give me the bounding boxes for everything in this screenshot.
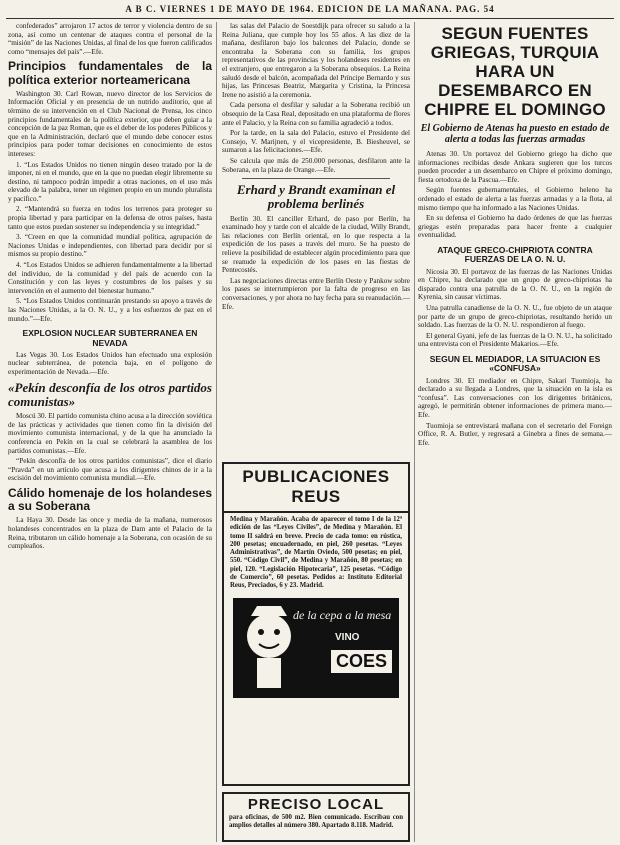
coes-wine-ad <box>233 598 399 698</box>
headline-mediador: SEGUN EL MEDIADOR, LA SITUACION ES «CONFUSA» <box>429 353 601 374</box>
ad-title: PRECISO LOCAL <box>247 796 385 813</box>
article-text: Una patrulla canadiense de la O. N. U., fue objeto de un ataque por parte de un grupo de greco-chipriotas, resultando herido un soldado. Las fuerzas de la O. N. U. respondieron al fuego. <box>418 304 612 330</box>
headline-chipre: SEGUN FUENTES GRIEGAS, TURQUIA HARA UN DESEMBARCO EN CHIPRE EL DOMINGO <box>424 24 606 119</box>
ad-title: PUBLICACIONES REUS <box>224 464 408 513</box>
article-text: Se calcula que más de 250.000 personas, desfilaron ante la Soberana, en la plaza de Orange.—Efe. <box>222 156 410 174</box>
column-divider <box>216 22 217 842</box>
ad-body: Medina y Marañón. Acaba de aparecer el tomo I de la 12ª edición de las “Leyes Civiles”, de Medina y Marañón. El tomo II saldrá en breve. Precio de cada tomo: en rústica, 200 pesetas; encuadernado, en piel, 260 pesetas. “Leyes Administrativas”, de Martín Oviedo, 500 pesetas; en piel, 550. “Código Civil”, de Medina y Marañón, 80 pesetas; en piel, 120. “Legislación Hipotecaria”, 125 pesetas. “Código de Comercio”, 60 pesetas. Pedidos a: Instituto Editorial Reus, Preciados, 6 y 23. Madrid. <box>230 516 402 590</box>
column-left <box>8 22 212 842</box>
article-text: Según fuentes gubernamentales, el Gobierno heleno ha ordenado el estado de alerta a las fuerzas armadas y a la flota, al mismo tiempo que ha informado a las Naciones Unidas. <box>418 186 612 212</box>
article-text: Nicosia 30. El portavoz de las fuerzas de las Naciones Unidas en Chipre, ha declarado que un grupo de greco-chipriotas ha disparado contra una patrulla de la O. N. U., en la región de Kyrenia, sin causar víctimas. <box>418 267 612 302</box>
section-divider <box>242 178 390 179</box>
headline-homenaje: Cálido homenaje de los holandeses a su Soberana <box>8 486 212 514</box>
article-text: Cada persona el desfilar y saludar a la Soberana recibió un obsequio de la Casa Real, depositado en una plataforma de flores ante el Palacio, y la Reina con su familia agradeció a todos. <box>222 101 410 127</box>
headline-politica-exterior: Principios fundamentales de la política exterior norteamericana <box>8 59 212 87</box>
headline-explosion-nuclear: EXPLOSION NUCLEAR SUBTERRANEA EN NEVADA <box>22 328 198 348</box>
article-text: En su defensa el Gobierno ha dado órdenes de que las fuerzas griegas estén preparadas para hacer frente a cualquier eventualidad. <box>418 214 612 240</box>
ad-body: para oficinas, de 500 m2. Bien comunicado. Escribau con amplios detalles al número 380. Apartado 8.118. Madrid. <box>229 814 403 829</box>
advertisement-preciso-local <box>222 792 410 842</box>
article-text: 1. “Los Estados Unidos no tienen ningún deseo tratado por la de imponer, ni en el mundo, que en la que no puedan elegir libremente su destino, ni tampoco podrán impedir a otras naciones, en el uso más elevado de la palabra, tener un régimen propio en un mundo pluralista y pacífico.” <box>8 160 212 203</box>
headline-ataque-onu: ATAQUE GRECO-CHIPRIOTA CONTRA FUERZAS DE LA O. N. U. <box>437 244 593 265</box>
article-text: 5. “Los Estados Unidos continuarán prestando su apoyo a través de las Naciones Unidas, a la O. N. U., y a los esfuerzos de paz en el mundo.”—Efe. <box>8 297 212 323</box>
article-text: “Pekín desconfía de los otros partidos comunistas”, dice el diario “Pravda” en un artículo que acusa a los dirigentes chinos de ir a la escisión del movimiento comunista mundial.—Efe. <box>8 457 212 483</box>
ad-slogan: de la cepa a la mesa <box>293 607 392 622</box>
headline-pekin: «Pekín desconfía de los otros partidos comunistas» <box>8 379 212 409</box>
article-text: Las negociaciones directas entre Berlín Oeste y Pankow sobre los pases se interrumpieron por la falta de progreso en las conversaciones, y por ahora no hay fecha para su reanudación.—Efe. <box>222 276 410 311</box>
article-text: confederados” arrojaron 17 actos de terror y violencia dentro de su zona, así como un centenar de ataques contra el personal de la “misión” de las Naciones Unidas, al final de los que fueron calificados como “mensajes del país”.—Efe. <box>8 22 212 56</box>
page-header: A B C. VIERNES 1 DE MAYO DE 1964. EDICION DE LA MAÑANA. PAG. 54 <box>125 4 495 14</box>
headline-erhard-brandt: Erhard y Brandt examinan el problema berlinés <box>236 182 396 212</box>
article-text: Atenas 30. Un portavoz del Gobierno griego ha dicho que informaciones recibidas desde Ankara sugieren que los turcos pueden proceder a un desembarco en Chipre el próximo domingo, fiesta ortodoxa de la Pascua.—Efe. <box>418 150 612 184</box>
article-text: Las Vegas 30. Los Estados Unidos han efectuado una explosión nuclear subterránea, de potencia baja, en el polígono de experimentación de Nevada.—Efe. <box>8 350 212 377</box>
ad-brand: COES <box>331 650 392 673</box>
article-text: Tuomioja se entrevistará mañana con el secretario del Foreign Office, R. A. Butler, y regresará a Ginebra a fines de semana.—Efe. <box>418 421 612 447</box>
article-text: 2. “Mantendrá su fuerza en todos los terrenos para proteger su propia libertad y para participar en la defensa de otros países, hasta tanto que estos puedan sostener su independencia y su integridad.” <box>8 205 212 231</box>
header-rule <box>6 18 614 19</box>
article-text: Por la tarde, en la sala del Palacio, estuvo el Presidente del Consejo, V. Marijnen, y el vicepresidente, B. Biesheuvel, se sumaron a las felicitaciones.—Efe. <box>222 129 410 155</box>
article-text: 3. “Creen en que la comunidad mundial política, agrupación de Naciones Unidas e independientes, con libertad para decidir por sí mismos su propio destino.” <box>8 233 212 259</box>
subheadline-atenas: El Gobierno de Atenas ha puesto en estado de alerta a todas las fuerzas armadas <box>420 123 610 145</box>
article-text: las salas del Palacio de Soestdijk para ofrecer su saludo a la Reina Juliana, que cumple hoy los 55 años. A las diez de la mañana, desfilaron bajo los balcones del Palacio, donde se encontraba la Soberana con su familia, los grupos representativos de las provincias y los holandeses residentes en el extranjero, que entregaron a la Soberana obsequios. La Reina saludó desde el balcón, acompañada del Príncipe Bernardo y sus hijas, las Princesas Beatriz, Margarita y Cristina, la Princesa Irene no asistió a la ceremonia. <box>222 22 410 99</box>
advertisement-publicaciones-reus <box>222 462 410 786</box>
article-text: Washington 30. Carl Rowan, nuevo director de los Servicios de Información Oficial y en presencia de un nutrido auditorio, que al término de su intervención en el Club Nacional de Prensa, los cinco principios fundamentales de la política exterior, que deben guiar a la concepción de la paz Roman, que es el deber de los poderes Públicos y que en la Administración, declaró que el mundo debe conocer estos principios para poder tomar decisiones en conocimiento de estos intereses: <box>8 89 212 158</box>
ad-vino-label: VINO <box>335 631 360 643</box>
article-text: 4. “Los Estados Unidos se adhieren fundamentalmente a la libertad del individuo, de la comunidad y del país de acuerdo con la Constitución y con las leyes y costumbres de los países y su intervención en el aumento del bienestar humano.” <box>8 261 212 295</box>
article-text: La Haya 30. Desde las once y media de la mañana, numerosos holandeses concentrados en la plaza de Dam ante el Palacio de la Reina, tributaron un cálido homenaje a la Soberana, con ocasión de su cumpleaños. <box>8 516 212 551</box>
article-text: Berlín 30. El canciller Erhard, de paso por Berlín, ha examinado hoy y tarde con el alcalde de la ciudad, Willy Brandt, las relaciones con Berlín oriental, en lo que respecta a la expedición de los pases a través del muro. Se ha puesto de relieve la posibilidad de establecer algún procedimiento para que se reanude la expedición de los pases en las fiestas de Pentecostés. <box>222 214 410 275</box>
article-text: Moscú 30. El partido comunista chino acusa a la dirección soviética de las prácticas y actividades que tienen como fin la división del movimiento comunista internacional, y de la que ha anunciado la conferencia en Pekín en la cual se celebrará la asamblea de los partidos comunistas.—Efe. <box>8 412 212 455</box>
article-text: El general Gyani, jefe de las fuerzas de la O. N. U., ha solicitado una entrevista con el Presidente Makarios.—Efe. <box>418 331 612 349</box>
column-right <box>418 22 612 842</box>
column-divider <box>414 22 415 842</box>
article-text: Londres 30. El mediador en Chipre, Sakari Tuomioja, ha declarado a su llegada a Londres, que la situación en la isla es “confusa”. Las conversaciones con los dirigentes británicos, agregó, le permitirán obtener informaciones de primera mano.—Efe. <box>418 376 612 420</box>
